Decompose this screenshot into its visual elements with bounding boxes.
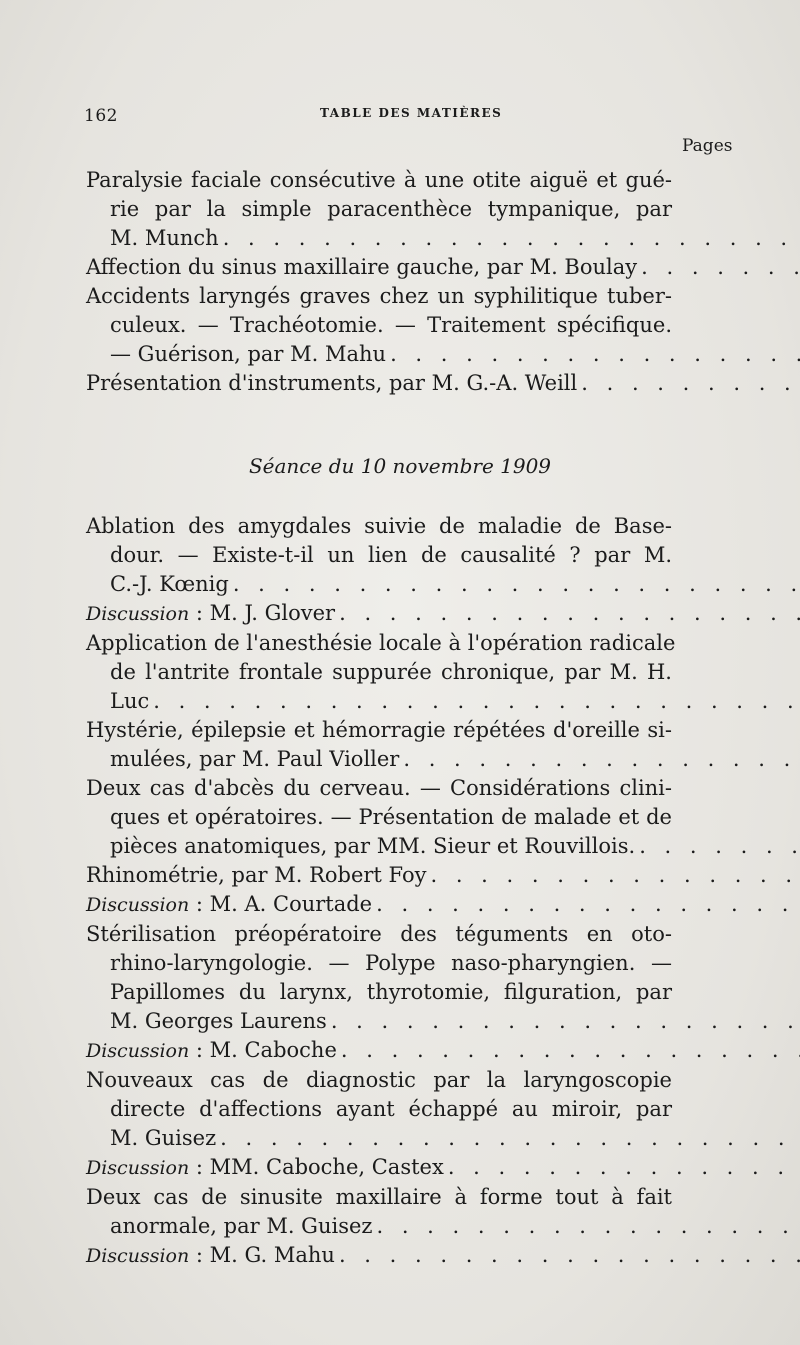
toc-entry (86, 861, 672, 890)
dot-leader (339, 1243, 800, 1267)
toc-discussion-entry (86, 1153, 672, 1183)
entry-line: ques et opératoires. — Présentation de malade et de (110, 805, 672, 829)
entry-line: rhino-laryngologie. — Polype naso-pharyngien. — (110, 951, 672, 975)
entry-line-leader (86, 745, 672, 774)
entry-line: M. Georges Laurens (110, 1009, 327, 1033)
dot-leader (153, 689, 800, 713)
discussion-label: Discussion (86, 894, 190, 916)
entry-line: : M. J. Glover (195, 601, 336, 625)
entry-line: C.-J. Kœnig (110, 572, 229, 596)
entry-line: Deux cas de sinusite maxillaire à forme tout à fait (86, 1185, 672, 1209)
toc-discussion-entry (86, 1036, 672, 1066)
toc-entries-previous-session (86, 166, 672, 398)
dot-leader (581, 371, 800, 395)
entry-line: M. Munch (110, 226, 219, 250)
entry-line: anormale, par M. Guisez (110, 1214, 373, 1238)
toc-entry (86, 716, 672, 774)
toc-entry (86, 369, 672, 398)
entry-line: Présentation d'instruments, par M. G.-A. Weill (86, 371, 578, 395)
entry-line-leader (86, 832, 672, 861)
entry-line: Paralysie faciale consécutive à une otite aiguë et gué- (86, 168, 672, 192)
entry-line-leader (86, 253, 672, 282)
entry-line-leader (86, 1153, 672, 1183)
entry-line-leader (86, 369, 672, 398)
entry-line-leader (86, 1007, 672, 1036)
entry-line: directe d'affections ayant échappé au miroir, par (110, 1097, 672, 1121)
entry-line: Hystérie, épilepsie et hémorragie répétées d'oreille si- (86, 718, 672, 742)
dot-leader (339, 601, 800, 625)
toc-entry (86, 1183, 672, 1241)
toc-entry (86, 629, 676, 716)
toc-entry (86, 920, 672, 1036)
entry-line: Accidents laryngés graves chez un syphilitique tuber- (86, 284, 672, 308)
entry-line: : M. Caboche (195, 1038, 337, 1062)
entry-line: : M. G. Mahu (195, 1243, 335, 1267)
dot-leader (223, 226, 800, 250)
entry-line: Rhinométrie, par M. Robert Foy (86, 863, 427, 887)
running-title: TABLE DES MATIÈRES (320, 106, 503, 120)
dot-leader (220, 1126, 800, 1150)
entry-line: : M. A. Courtade (195, 892, 373, 916)
dot-leader (376, 892, 800, 916)
session-heading: Séance du 10 novembre 1909 (248, 454, 552, 478)
toc-entry (86, 166, 672, 253)
toc-discussion-entry (86, 890, 672, 920)
entry-line-leader (86, 687, 672, 716)
entry-line: rie par la simple paracenthèce tympanique, par (110, 197, 672, 221)
entry-line: Nouveaux cas de diagnostic par la laryngoscopie (86, 1068, 672, 1092)
entry-line: pièces anatomiques, par MM. Sieur et Rouvillois. (110, 834, 636, 858)
entry-line: Deux cas d'abcès du cerveau. — Considérations clini- (86, 776, 672, 800)
discussion-label: Discussion (86, 1040, 190, 1062)
discussion-label: Discussion (86, 603, 190, 625)
discussion-label: Discussion (86, 1157, 190, 1179)
toc-entry (86, 282, 672, 369)
dot-leader (331, 1009, 800, 1033)
page-number: 162 (84, 106, 118, 126)
entry-line-leader (86, 1124, 672, 1153)
toc-entries-session (86, 512, 676, 1271)
page-header (82, 100, 682, 130)
entry-line: M. Guisez (110, 1126, 217, 1150)
toc-discussion-entry (86, 1241, 672, 1271)
entry-line: Luc (110, 689, 150, 713)
toc-entry (86, 774, 672, 861)
entry-line-leader (86, 224, 672, 253)
dot-leader (341, 1038, 800, 1062)
dot-leader (403, 747, 800, 771)
entry-line-leader (86, 1212, 672, 1241)
pages-column-label: Pages (682, 136, 733, 156)
entry-line-leader (86, 1036, 672, 1066)
entry-line: Stérilisation préopératoire des téguments en oto- (86, 922, 672, 946)
entry-line-leader (86, 861, 672, 890)
entry-line: Affection du sinus maxillaire gauche, par M. Boulay (86, 255, 638, 279)
entry-line-leader (86, 890, 672, 920)
entry-line: mulées, par M. Paul Violler (110, 747, 400, 771)
entry-line: Application de l'anesthésie locale à l'opération radicale (86, 631, 676, 655)
toc-entry (86, 512, 672, 599)
entry-line: — Guérison, par M. Mahu (110, 342, 387, 366)
dot-leader (233, 572, 800, 596)
toc-entry (86, 253, 672, 282)
entry-line: Ablation des amygdales suivie de maladie de Base- (86, 514, 672, 538)
toc-discussion-entry (86, 599, 672, 629)
entry-line: : MM. Caboche, Castex (195, 1155, 444, 1179)
dot-leader (448, 1155, 800, 1179)
dot-leader (390, 342, 800, 366)
discussion-label: Discussion (86, 1245, 190, 1267)
entry-line: dour. — Existe-t-il un lien de causalité ? par M. (110, 543, 672, 567)
entry-line-leader (86, 570, 672, 599)
entry-line: Papillomes du larynx, thyrotomie, filguration, par (110, 980, 672, 1004)
entry-line: de l'antrite frontale suppurée chronique, par M. H. (110, 660, 672, 684)
entry-line: culeux. — Trachéotomie. — Traitement spécifique. (110, 313, 672, 337)
entry-line-leader (86, 1241, 672, 1271)
dot-leader (641, 255, 800, 279)
dot-leader (639, 834, 800, 858)
dot-leader (376, 1214, 800, 1238)
entry-line-leader (86, 599, 672, 629)
toc-entry (86, 1066, 672, 1153)
dot-leader (430, 863, 800, 887)
entry-line-leader (86, 340, 672, 369)
